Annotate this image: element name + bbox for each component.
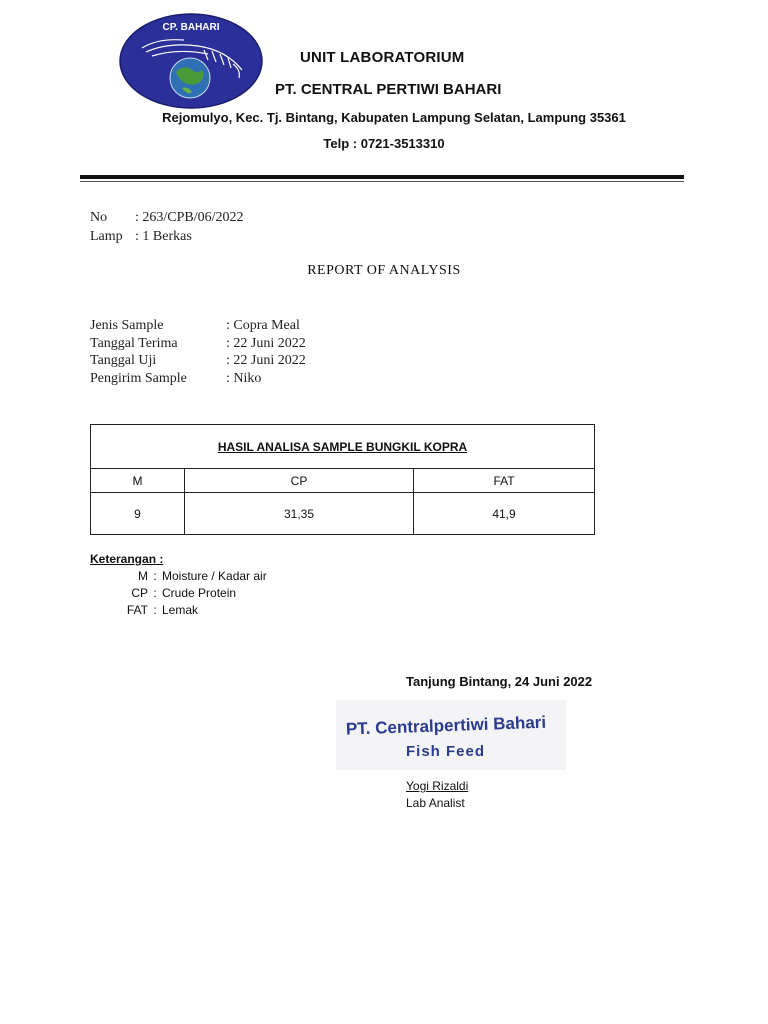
table-caption <box>91 425 595 469</box>
note-item: M : Moisture / Kadar air <box>90 569 267 586</box>
table-caption-text: HASIL ANALISA SAMPLE BUNGKIL KOPRA <box>217 439 468 454</box>
info-value: : 22 Juni 2022 <box>226 336 306 351</box>
company-name: PT. CENTRAL PERTIWI BAHARI <box>275 81 502 98</box>
note-item: FAT : Lemak <box>90 603 267 620</box>
letter-number-value: : 263/CPB/06/2022 <box>135 210 244 225</box>
cell-cp: 31,35 <box>185 493 414 535</box>
signer-role: Lab Analist <box>406 796 465 810</box>
table-row <box>91 493 595 535</box>
letter-number-label: No <box>90 210 108 225</box>
unit-title: UNIT LABORATORIUM <box>300 49 465 66</box>
company-stamp <box>336 700 566 770</box>
column-header-m: M <box>91 469 185 493</box>
sample-type <box>90 318 300 334</box>
report-title: REPORT OF ANALYSIS <box>307 263 461 278</box>
company-phone: Telp : 0721-3513310 <box>323 136 445 151</box>
place-date: Tanjung Bintang, 24 Juni 2022 <box>406 674 593 689</box>
column-header-fat: FAT <box>414 469 595 493</box>
note-code: FAT <box>126 603 148 617</box>
letter-attachment <box>90 229 192 245</box>
header-divider-thin <box>80 181 684 182</box>
letter-attachment-label: Lamp <box>90 229 123 244</box>
note-code: M <box>138 569 148 583</box>
info-value: : Niko <box>226 371 262 386</box>
note-desc: Crude Protein <box>162 586 237 600</box>
table-header-row <box>91 469 595 493</box>
note-item: CP : Crude Protein <box>90 586 267 603</box>
stamp-line-2: Fish Feed <box>406 743 486 760</box>
letter-attachment-value: : 1 Berkas <box>135 229 192 244</box>
info-label: Jenis Sample <box>90 318 164 333</box>
notes-section <box>90 552 267 620</box>
table-caption-row <box>91 425 595 469</box>
info-value: : 22 Juni 2022 <box>226 353 306 368</box>
header-divider <box>80 175 684 179</box>
logo-text: CP. BAHARI <box>162 22 220 33</box>
cell-fat: 41,9 <box>414 493 595 535</box>
info-label: Pengirim Sample <box>90 371 187 386</box>
results-table <box>90 424 595 535</box>
info-value: : Copra Meal <box>226 318 300 333</box>
sample-sender <box>90 371 261 387</box>
letter-number <box>90 210 244 226</box>
column-header-cp: CP <box>185 469 414 493</box>
company-address: Rejomulyo, Kec. Tj. Bintang, Kabupaten Lampung Selatan, Lampung 35361 <box>162 110 626 125</box>
notes-title: Keterangan : <box>90 552 164 566</box>
note-desc: Moisture / Kadar air <box>162 569 267 583</box>
info-label: Tanggal Terima <box>90 336 178 351</box>
company-logo <box>118 12 264 110</box>
note-code: CP <box>131 586 148 600</box>
signer-name: Yogi Rizaldi <box>406 779 469 793</box>
note-desc: Lemak <box>162 603 199 617</box>
info-label: Tanggal Uji <box>90 353 157 368</box>
cell-m: 9 <box>91 493 185 535</box>
test-date <box>90 353 306 369</box>
stamp-line-1: PT. Centralpertiwi Bahari <box>345 712 547 739</box>
receipt-date <box>90 336 306 352</box>
